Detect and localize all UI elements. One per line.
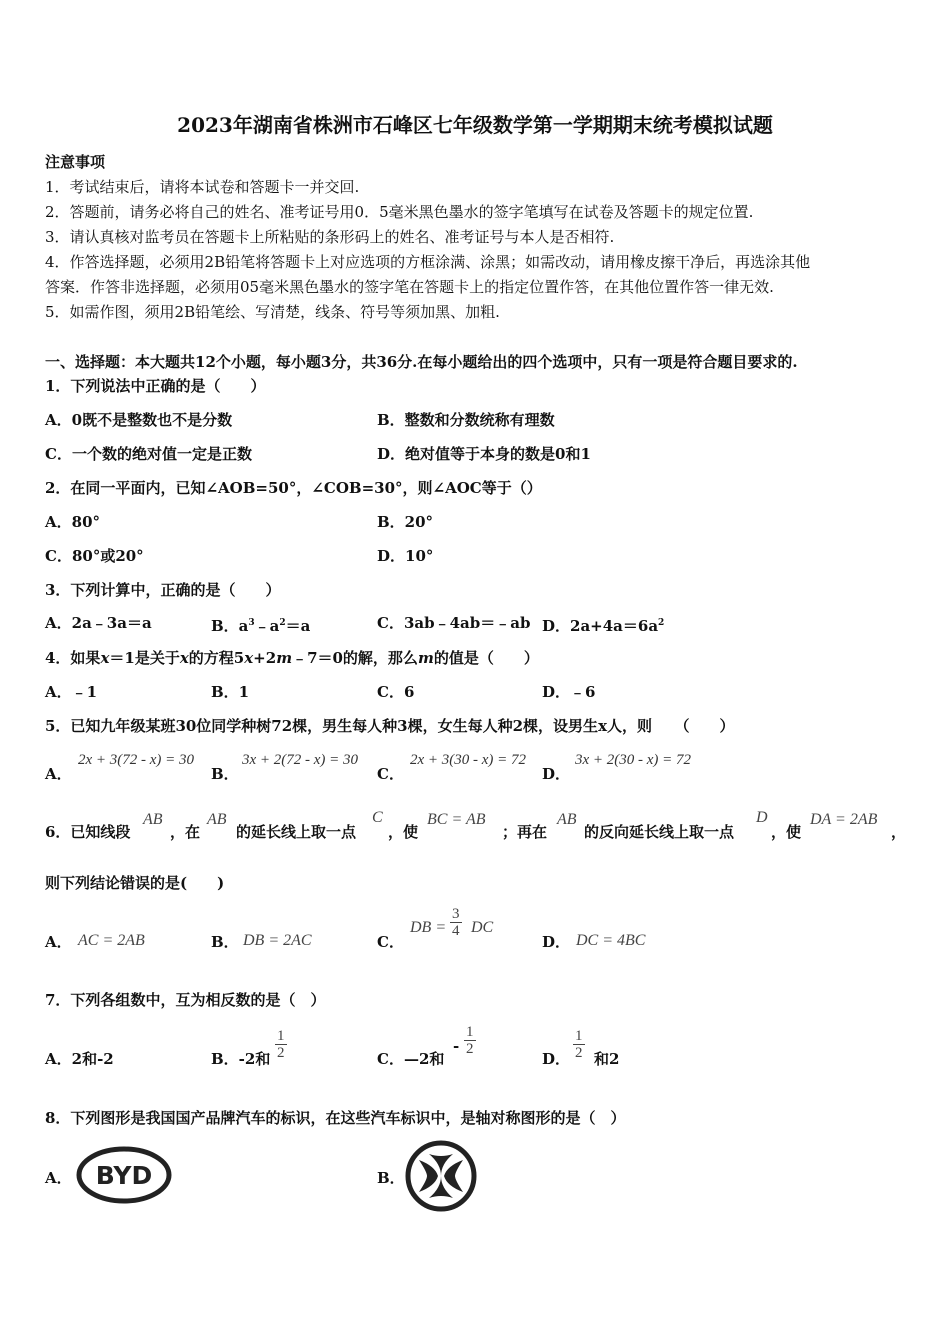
q4-var: x bbox=[100, 649, 110, 667]
q6-text: ，在 bbox=[170, 823, 201, 841]
q6-math: DA = 2AB bbox=[810, 811, 878, 828]
q5-option-c-label: C． bbox=[377, 765, 404, 783]
q7-option-a: A．2和-2 bbox=[45, 1050, 114, 1068]
q6-math: BC = AB bbox=[427, 811, 486, 828]
q5-option-a-label: A． bbox=[45, 765, 72, 783]
q7-option-c: C．—2和 bbox=[377, 1050, 445, 1068]
fraction-denominator: 2 bbox=[575, 1045, 583, 1061]
q6-option-c-expr-pre: DB = bbox=[410, 919, 447, 936]
page-title: 2023年湖南省株洲市石峰区七年级数学第一学期期末统考模拟试题 bbox=[177, 113, 773, 137]
q8-option-a-label: A． bbox=[45, 1169, 72, 1187]
q6-text: 6．已知线段 bbox=[45, 823, 131, 841]
q7-option-c-minus: - bbox=[453, 1037, 460, 1055]
q5-option-a-expr: 2x + 3(72 - x) = 30 bbox=[78, 752, 195, 768]
q3-b-exponent: 2 bbox=[279, 618, 286, 628]
byd-logo-text: BYD bbox=[95, 1161, 153, 1190]
q6-text: ，使 bbox=[771, 823, 802, 841]
q7-option-b: B．-2和 bbox=[211, 1050, 271, 1068]
q4-part: +2 bbox=[253, 649, 277, 667]
question-8-stem: 8．下列图形是我国国产品牌汽车的标识，在这些汽车标识中，是轴对称图形的是（ ） bbox=[45, 1109, 626, 1127]
q7-option-d-label: D． bbox=[542, 1050, 571, 1068]
fraction-denominator: 2 bbox=[277, 1045, 285, 1061]
q6-option-a-expr: AC = 2AB bbox=[78, 932, 145, 949]
q3-option-d bbox=[542, 613, 664, 636]
q6-math: C bbox=[372, 809, 383, 826]
q6-text: 的延长线上取一点 bbox=[236, 823, 357, 841]
q3-option-a: A．2a﹣3a＝a bbox=[45, 614, 152, 632]
question-7-stem: 7．下列各组数中，互为相反数的是（ ） bbox=[45, 991, 326, 1009]
question-5-stem: 5．已知九年级某班30位同学种树72棵，男生每人种3棵，女生每人种2棵，设男生x人，则 （ ） bbox=[45, 717, 735, 735]
q4-option-a: A．﹣1 bbox=[45, 683, 98, 701]
dongfeng-logo-icon bbox=[405, 1140, 477, 1212]
q6-math: AB bbox=[143, 811, 163, 828]
q6-option-b-label: B． bbox=[211, 933, 239, 951]
q6-option-d-label: D． bbox=[542, 933, 571, 951]
q5-option-d-expr: 3x + 2(30 - x) = 72 bbox=[575, 752, 692, 768]
q3-b-part: ＝a bbox=[285, 617, 311, 635]
q3-d-exponent: 2 bbox=[658, 618, 665, 628]
notice-item: 3．请认真核对监考员在答题卡上所粘贴的条形码上的姓名、准考证号与本人是否相符. bbox=[45, 228, 615, 246]
fraction-numerator: 3 bbox=[452, 906, 460, 922]
byd-logo-icon bbox=[76, 1146, 172, 1204]
q3-b-part: ﹣a bbox=[254, 617, 280, 635]
q6-option-a-label: A． bbox=[45, 933, 72, 951]
q6-text: 的反向延长线上取一点 bbox=[584, 823, 735, 841]
fraction-denominator: 2 bbox=[466, 1041, 474, 1057]
q3-d-part: D．2a+4a＝6a bbox=[542, 617, 659, 635]
q4-var: m bbox=[276, 649, 293, 667]
q1-option-a: A．0既不是整数也不是分数 bbox=[45, 411, 233, 429]
q3-b-part: B．a bbox=[211, 617, 249, 635]
q4-part: ﹣7＝0的解，那么 bbox=[292, 649, 418, 667]
q7-option-b-fraction bbox=[275, 1028, 287, 1061]
q6-text: ，使 bbox=[388, 823, 419, 841]
question-3-stem: 3．下列计算中，正确的是（ ） bbox=[45, 581, 281, 599]
q8-option-b-label: B． bbox=[377, 1169, 405, 1187]
q6-option-c-expr-post: DC bbox=[471, 919, 494, 936]
notice-heading: 注意事项 bbox=[45, 153, 106, 171]
q6-option-c-label: C． bbox=[377, 933, 404, 951]
q4-part: 的值是（ ） bbox=[433, 649, 539, 667]
q4-option-d: D．﹣6 bbox=[542, 683, 596, 701]
notice-item: 4．作答选择题，必须用2B铅笔将答题卡上对应选项的方框涂满、涂黑；如需改动，请用橡皮擦干净后，再选涂其他 bbox=[45, 253, 811, 271]
q7-option-d-fraction bbox=[573, 1028, 585, 1061]
q1-option-b: B．整数和分数统称有理数 bbox=[377, 411, 555, 429]
notice-item: 5．如需作图，须用2B铅笔绘、写清楚，线条、符号等须加黑、加粗. bbox=[45, 303, 500, 321]
q6-line2: 则下列结论错误的是( ) bbox=[45, 874, 225, 892]
q5-option-b-expr: 3x + 2(72 - x) = 30 bbox=[242, 752, 359, 768]
q5-option-b-label: B． bbox=[211, 765, 239, 783]
q7-option-d-text: 和2 bbox=[594, 1050, 620, 1068]
q6-math: AB bbox=[557, 811, 577, 828]
q4-option-b: B．1 bbox=[211, 683, 250, 701]
q5-option-c-expr: 2x + 3(30 - x) = 72 bbox=[410, 752, 527, 768]
q6-text: ；再在 bbox=[502, 823, 548, 841]
section-heading: 一、选择题：本大题共12个小题，每小题3分，共36分.在每小题给出的四个选项中，只有一项是符合题目要求的. bbox=[45, 353, 798, 371]
q4-var: x bbox=[179, 649, 189, 667]
q4-part: ＝1是关于 bbox=[109, 649, 180, 667]
q1-option-c: C．一个数的绝对值一定是正数 bbox=[45, 445, 252, 463]
fraction-denominator: 4 bbox=[452, 923, 460, 939]
q2-option-b: B．20° bbox=[377, 513, 434, 531]
q4-part: 的方程5 bbox=[188, 649, 245, 667]
notice-item: 答案．作答非选择题，必须用05毫米黑色墨水的签字笔在答题卡上的指定位置作答，在其他位置作答一律无效. bbox=[45, 278, 774, 296]
q6-option-c-fraction bbox=[450, 906, 462, 939]
q3-option-c: C．3ab﹣4ab＝﹣ab bbox=[377, 614, 531, 632]
q2-option-c: C．80°或20° bbox=[45, 547, 144, 565]
question-1-stem: 1．下列说法中正确的是（ ） bbox=[45, 377, 266, 395]
q5-option-d-label: D． bbox=[542, 765, 571, 783]
q2-option-a: A．80° bbox=[45, 513, 101, 531]
notice-item: 2．答题前，请务必将自己的姓名、准考证号用0．5毫米黑色墨水的签字笔填写在试卷及答题卡的规定位置. bbox=[45, 203, 754, 221]
fraction-numerator: 1 bbox=[277, 1028, 285, 1044]
q4-var: m bbox=[417, 649, 434, 667]
q3-b-exponent: 3 bbox=[248, 618, 255, 628]
q4-option-c: C．6 bbox=[377, 683, 415, 701]
question-2-stem: 2．在同一平面内，已知∠AOB=50°，∠COB=30°，则∠AOC等于（） bbox=[45, 479, 542, 497]
q4-var: x bbox=[244, 649, 254, 667]
q1-option-d: D．绝对值等于本身的数是0和1 bbox=[377, 445, 591, 463]
q2-option-d: D．10° bbox=[377, 547, 434, 565]
q6-option-b-expr: DB = 2AC bbox=[243, 932, 312, 949]
question-4-stem bbox=[45, 648, 539, 668]
fraction-numerator: 1 bbox=[575, 1028, 583, 1044]
q3-option-b bbox=[211, 613, 310, 636]
q7-option-c-fraction bbox=[464, 1024, 476, 1057]
notice-item: 1．考试结束后，请将本试卷和答题卡一并交回. bbox=[45, 178, 360, 196]
q6-option-d-expr: DC = 4BC bbox=[576, 932, 646, 949]
q6-math: D bbox=[756, 809, 768, 826]
q4-part: 4．如果 bbox=[45, 649, 101, 667]
fraction-numerator: 1 bbox=[466, 1024, 474, 1040]
q6-text: ， bbox=[891, 823, 907, 841]
q6-math: AB bbox=[207, 811, 227, 828]
